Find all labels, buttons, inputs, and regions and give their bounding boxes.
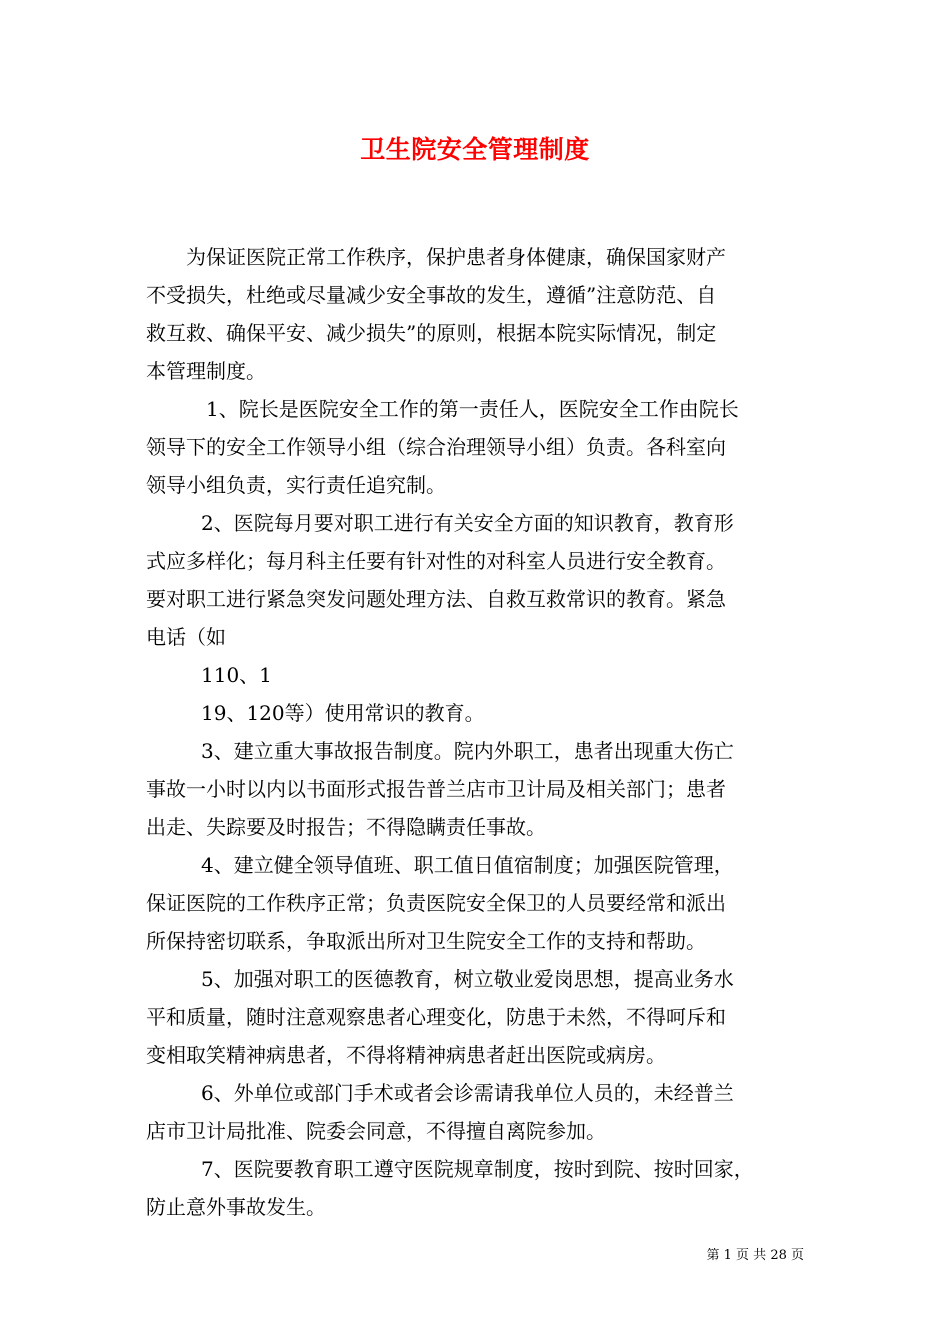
body-line: 式应多样化；每月科主任要有针对性的对科室人员进行安全教育。 <box>146 549 726 573</box>
body-line: 电话（如 <box>146 625 226 649</box>
body-line: 110、1 <box>201 663 272 687</box>
body-line: 出走、失踪要及时报告；不得隐瞒责任事故。 <box>146 815 546 839</box>
body-line: 平和质量，随时注意观察患者心理变化，防患于未然，不得呵斥和 <box>146 1005 726 1029</box>
page-number: 第 1 页 共 28 页 <box>706 1248 804 1263</box>
body-line: 救互救、确保平安、减少损失”的原则，根据本院实际情况，制定 <box>146 321 717 345</box>
body-line: 6、外单位或部门手术或者会诊需请我单位人员的，未经普兰 <box>201 1081 734 1105</box>
body-line: 店市卫计局批准、院委会同意，不得擅自离院参加。 <box>146 1119 606 1143</box>
body-line: 要对职工进行紧急突发问题处理方法、自救互救常识的教育。紧急 <box>146 587 726 611</box>
body-line: 本管理制度。 <box>146 359 266 383</box>
body-line: 1、院长是医院安全工作的第一责任人，医院安全工作由院长 <box>206 397 739 421</box>
body-line: 不受损失，杜绝或尽量减少安全事故的发生，遵循”注意防范、自 <box>146 283 717 307</box>
document-title: 卫生院安全管理制度 <box>360 135 590 164</box>
body-line: 领导小组负责，实行责任追究制。 <box>146 473 446 497</box>
body-line: 4、建立健全领导值班、职工值日值宿制度；加强医院管理， <box>201 853 734 877</box>
body-line: 3、建立重大事故报告制度。院内外职工，患者出现重大伤亡 <box>201 739 734 763</box>
body-line: 为保证医院正常工作秩序，保护患者身体健康，确保国家财产 <box>186 245 726 269</box>
body-line: 2、医院每月要对职工进行有关安全方面的知识教育，教育形 <box>201 511 734 535</box>
body-line: 变相取笑精神病患者，不得将精神病患者赶出医院或病房。 <box>146 1043 666 1067</box>
body-line: 保证医院的工作秩序正常；负责医院安全保卫的人员要经常和派出 <box>146 891 726 915</box>
body-line: 19、120等）使用常识的教育。 <box>201 701 485 725</box>
body-line: 防止意外事故发生。 <box>146 1195 326 1219</box>
body-line: 所保持密切联系，争取派出所对卫生院安全工作的支持和帮助。 <box>146 929 706 953</box>
body-line: 5、加强对职工的医德教育，树立敬业爱岗思想，提高业务水 <box>201 967 734 991</box>
body-line: 领导下的安全工作领导小组（综合治理领导小组）负责。各科室向 <box>146 435 726 459</box>
body-line: 事故一小时以内以书面形式报告普兰店市卫计局及相关部门；患者 <box>146 777 726 801</box>
body-line: 7、医院要教育职工遵守医院规章制度，按时到院、按时回家， <box>201 1157 754 1181</box>
